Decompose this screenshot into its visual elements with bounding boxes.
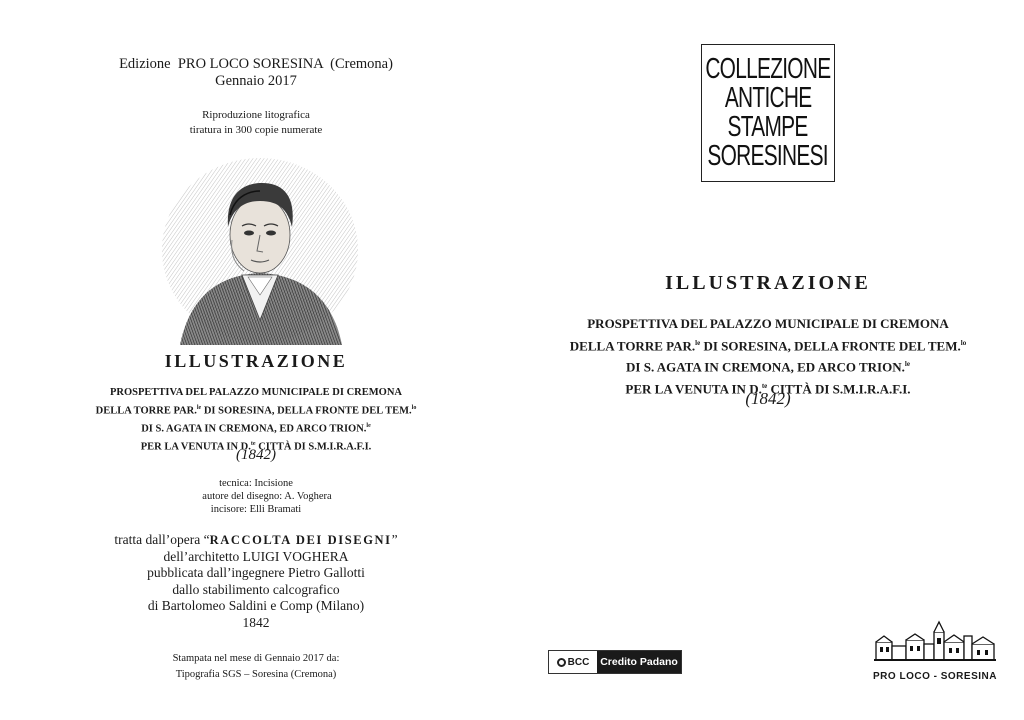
collection-logo [701,44,835,182]
collection-line-3: STAMPE [728,111,808,143]
year: (1842) [236,447,276,463]
collection-line-1: COLLEZIONE [705,53,831,85]
publisher-line: pubblicata dall’ingegnere Pietro Gallotti [147,565,365,580]
reproduction-info [0,108,512,138]
town-skyline-icon [874,620,996,664]
illustration-title: ILLUSTRAZIONE [164,351,348,371]
edition-line: Edizione PRO LOCO SORESINA (Cremona) [119,56,393,72]
proloco-label: PRO LOCO - SORESINA [873,671,997,682]
source-year: 1842 [242,614,270,630]
subtitle-line-1: PROSPETTIVA DEL PALAZZO MUNICIPALE DI CREMONA [110,387,402,398]
edition-header [0,56,512,90]
subtitle-line-1: PROSPETTIVA DEL PALAZZO MUNICIPALE DI CREMONA [587,316,949,331]
source-info [0,532,512,631]
company-line: di Bartolomeo Saldini e Comp (Milano) [147,598,365,613]
stamp-line-1: Stampata nel mese di Gennaio 2017 da: [172,653,340,664]
printer-line: dallo stabilimento calcografico [172,581,340,597]
tecnica-line: tecnica: Incisione [219,478,293,489]
portrait-engraving [160,155,360,345]
subtitle-line-4: PER LA VENUTA IN D.$^{te}$ CITTÀ DI S.M.I.R.A.F.I. [625,381,911,397]
illustration-title: ILLUSTRAZIONE [665,272,871,294]
technique-info [0,477,512,516]
bank-logo [548,650,682,674]
illustration-subtitle [512,315,1024,399]
subtitle-line-3: DI S. AGATA IN CREMONA, ED ARCO TRION.$^{le}$ [141,422,371,434]
year: (1842) [745,389,791,408]
right-page [512,0,1024,720]
subtitle-line-4: PER LA VENUTA IN D.$^{te}$ CITTÀ DI S.M.I.R.A.F.I. [140,440,372,452]
date-line: Gennaio 2017 [215,73,297,89]
print-info [0,651,512,683]
repro-line-1: Riproduzione litografica [202,109,310,121]
autore-line: autore del disegno: A. Voghera [202,491,332,502]
bcc-icon [557,658,566,667]
subtitle-line-2: DELLA TORRE PAR.$^{le}$ DI SORESINA, DELLA FRONTE DEL TEM.$^{lo}$ [569,337,967,353]
bcc-mark: BCC [549,651,597,673]
illustration-subtitle [0,385,512,455]
repro-line-2: tiratura in 300 copie numerate [189,124,323,136]
tratta-line: tratta dall’opera “RACCOLTA DEI DISEGNI” [114,532,398,547]
subtitle-line-2: DELLA TORRE PAR.$^{le}$ DI SORESINA, DELLA FRONTE DEL TEM.$^{lo}$ [95,404,417,416]
incisore-line: incisore: Elli Bramati [210,504,302,515]
stamp-line-2: Tipografia SGS – Soresina (Cremona) [175,669,337,680]
architect-line: dell’architetto LUIGI VOGHERA [163,548,349,564]
bank-name: Credito Padano [597,651,681,673]
subtitle-line-3: DI S. AGATA IN CREMONA, ED ARCO TRION.$^{le}$ [626,359,910,375]
collection-line-4: SORESINESI [707,140,829,172]
collection-line-2: ANTICHE [724,82,812,114]
